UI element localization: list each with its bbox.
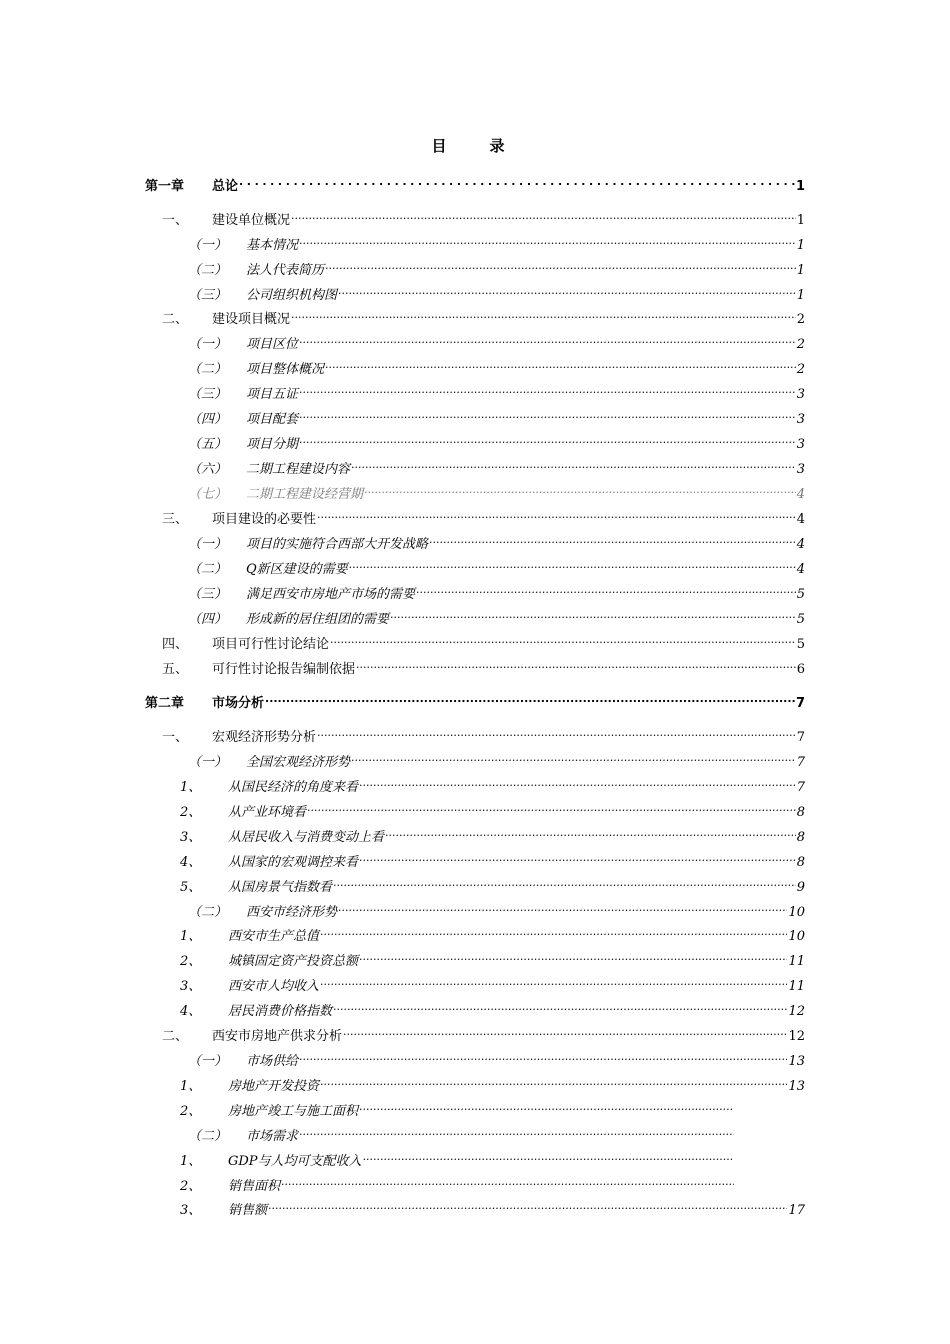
- toc-entry-page: 4: [796, 562, 805, 577]
- toc-entry[interactable]: [162, 1022, 805, 1044]
- toc-entry-number: （一）: [188, 337, 228, 352]
- toc-leader-dots: [320, 972, 787, 990]
- toc-leader-dots: [299, 330, 796, 348]
- toc-entry-number: 五、: [162, 662, 189, 677]
- toc-entry-page: 4: [796, 487, 805, 502]
- toc-leader-dots: [390, 605, 796, 623]
- toc-leader-dots: [325, 355, 796, 373]
- toc-entry-page: 4: [796, 537, 805, 552]
- toc-entry-page: 1: [796, 263, 805, 278]
- toc-entry[interactable]: [180, 1072, 805, 1094]
- toc-entry-number: （二）: [188, 905, 228, 920]
- toc-entry[interactable]: [145, 172, 805, 194]
- toc-entry-page: 3: [796, 437, 805, 452]
- toc-entry[interactable]: [162, 505, 805, 527]
- toc-entry[interactable]: [188, 480, 805, 502]
- toc-leader-dots: [299, 380, 796, 398]
- toc-entry-number: 第二章: [145, 696, 185, 711]
- toc-entry-number: 二、: [162, 312, 189, 327]
- toc-entry-page: 8: [796, 855, 805, 870]
- toc-entry-text: 项目的实施符合西部大开发战略: [246, 537, 429, 552]
- toc-entry-text: 项目可行性讨论结论: [212, 637, 330, 652]
- toc-entry-page: 12: [788, 1004, 805, 1019]
- toc-entry-text: 从国房景气指数看: [228, 880, 333, 895]
- toc-entry-page: 13: [788, 1079, 805, 1094]
- toc-entry-page: 2: [796, 362, 805, 377]
- toc-entry-text: 项目配套: [246, 412, 299, 427]
- toc-entry[interactable]: [188, 1122, 735, 1144]
- toc-leader-dots: [299, 405, 796, 423]
- toc-entry[interactable]: [180, 1196, 805, 1218]
- toc-entry-text: 市场需求: [246, 1129, 299, 1144]
- toc-entry-page: 17: [788, 1203, 805, 1218]
- toc-entry[interactable]: [162, 630, 805, 652]
- toc-entry-number: 1、: [180, 780, 202, 795]
- toc-entry-text: 西安市经济形势: [246, 905, 338, 920]
- toc-entry-page: 9: [796, 880, 805, 895]
- toc-entry[interactable]: [188, 330, 805, 352]
- toc-entry-text: Q新区建设的需要: [246, 562, 348, 577]
- toc-entry-text: 项目整体概况: [246, 362, 325, 377]
- toc-entry-page: 3: [796, 462, 805, 477]
- toc-entry-page: 11: [788, 954, 805, 969]
- toc-entry-text: 销售额: [228, 1203, 268, 1218]
- toc-leader-dots: [359, 947, 787, 965]
- toc-entry[interactable]: [180, 873, 805, 895]
- toc-leader-dots: [359, 848, 796, 866]
- toc-entry-page: 7: [796, 755, 805, 770]
- toc-entry-text: 城镇固定资产投资总额: [228, 954, 359, 969]
- toc-entry-text: 市场供给: [246, 1054, 299, 1069]
- toc-entry[interactable]: [188, 455, 805, 477]
- toc-leader-dots: [268, 1196, 787, 1214]
- toc-entry-number: 二、: [162, 1029, 189, 1044]
- toc-leader-dots: [325, 256, 796, 274]
- toc-entry-number: 3、: [180, 830, 202, 845]
- toc-entry-text: 项目区位: [246, 337, 299, 352]
- toc-entry-page: 11: [788, 979, 805, 994]
- toc-entry[interactable]: [180, 823, 805, 845]
- toc-leader-dots: [359, 1097, 734, 1115]
- toc-leader-dots: [317, 723, 796, 741]
- toc-leader-dots: [349, 555, 796, 573]
- toc-entry-page: 3: [796, 387, 805, 402]
- toc-entry-page: 7: [795, 696, 805, 711]
- toc-entry-number: （一）: [188, 238, 228, 253]
- toc-entry-page: 3: [796, 412, 805, 427]
- toc-entry-page: 2: [796, 312, 805, 327]
- toc-entry[interactable]: [162, 655, 805, 677]
- toc-entry-number: 4、: [180, 855, 202, 870]
- toc-entry-number: 第一章: [145, 179, 185, 194]
- toc-entry[interactable]: [188, 405, 805, 427]
- toc-leader-dots: [281, 1172, 734, 1190]
- toc-leader-dots: [265, 689, 795, 707]
- toc-entry-text: 市场分析: [212, 696, 265, 711]
- toc-leader-dots: [364, 480, 796, 498]
- toc-entry-text: 满足西安市房地产市场的需要: [246, 587, 416, 602]
- toc-entry-page: 13: [788, 1054, 805, 1069]
- toc-entry-text: 可行性讨论报告编制依据: [212, 662, 356, 677]
- toc-entry-page: 8: [796, 830, 805, 845]
- toc-entry-number: 5、: [180, 880, 202, 895]
- toc-entry[interactable]: [188, 355, 805, 377]
- toc-entry[interactable]: [188, 748, 805, 770]
- toc-entry-page: 1: [795, 179, 805, 194]
- toc-leader-dots: [338, 898, 787, 916]
- toc-entry-number: 3、: [180, 1203, 202, 1218]
- toc-entry-number: 三、: [162, 512, 189, 527]
- toc-entry-page: 4: [796, 512, 805, 527]
- toc-entry[interactable]: [180, 848, 805, 870]
- toc-leader-dots: [351, 455, 796, 473]
- toc-entry[interactable]: [188, 256, 805, 278]
- toc-entry-number: 一、: [162, 730, 189, 745]
- toc-entry-number: 3、: [180, 979, 202, 994]
- toc-entry-number: 一、: [162, 213, 189, 228]
- toc-entry-text: 销售面积: [228, 1179, 281, 1194]
- toc-entry[interactable]: [188, 555, 805, 577]
- toc-entry[interactable]: [180, 1147, 733, 1169]
- toc-entry-text: 西安市房地产供求分析: [212, 1029, 343, 1044]
- toc-entry[interactable]: [162, 206, 805, 228]
- toc-leader-dots: [416, 580, 796, 598]
- toc-title: 目 录: [431, 137, 519, 155]
- toc-leader-dots: [356, 655, 796, 673]
- toc-entry[interactable]: [188, 380, 805, 402]
- toc-entry-number: （二）: [188, 1129, 228, 1144]
- toc-entry[interactable]: [145, 689, 805, 711]
- toc-entry-text: 从国家的宏观调控来看: [228, 855, 359, 870]
- toc-entry-text: 建设单位概况: [212, 213, 291, 228]
- toc-entry[interactable]: [180, 922, 805, 944]
- toc-entry-text: 房地产竣工与施工面积: [228, 1104, 359, 1119]
- toc-entry[interactable]: [180, 1097, 735, 1119]
- toc-entry-page: 5: [796, 637, 805, 652]
- toc-leader-dots: [299, 1047, 787, 1065]
- toc-entry-page: 10: [788, 929, 805, 944]
- toc-entry-text: 宏观经济形势分析: [212, 730, 317, 745]
- toc-entry[interactable]: [188, 281, 805, 303]
- toc-entry[interactable]: [188, 580, 805, 602]
- toc-leader-dots: [343, 1022, 787, 1040]
- toc-entry[interactable]: [180, 947, 805, 969]
- toc-leader-dots: [299, 1122, 734, 1140]
- toc-entry-page: 1: [796, 238, 805, 253]
- toc-entry-number: （三）: [188, 587, 228, 602]
- toc-leader-dots: [429, 530, 796, 548]
- toc-entry-number: 2、: [180, 1104, 202, 1119]
- toc-leader-dots: [351, 748, 796, 766]
- toc-entry-number: 1、: [180, 1154, 202, 1169]
- toc-entry-page: 12: [788, 1029, 805, 1044]
- toc-entry-text: 建设项目概况: [212, 312, 291, 327]
- toc-entry-number: （四）: [188, 412, 228, 427]
- toc-entry-text: 基本情况: [246, 238, 299, 253]
- toc-entry-number: （五）: [188, 437, 228, 452]
- toc-entry-text: 二期工程建设内容: [246, 462, 351, 477]
- toc-entry[interactable]: [180, 773, 805, 795]
- toc-entry-number: 1、: [180, 929, 202, 944]
- toc-entry-page: 7: [796, 730, 805, 745]
- toc-entry-text: 居民消费价格指数: [228, 1004, 333, 1019]
- toc-leader-dots: [330, 630, 796, 648]
- toc-entry-page: 10: [788, 905, 805, 920]
- toc-entry-page: 7: [796, 780, 805, 795]
- toc-entry-text: 全国宏观经济形势: [246, 755, 351, 770]
- toc-leader-dots: [299, 430, 796, 448]
- toc-entry-number: 2、: [180, 954, 202, 969]
- toc-entry-number: （一）: [188, 1054, 228, 1069]
- toc-entry-page: 1: [796, 288, 805, 303]
- toc-entry-number: 4、: [180, 1004, 202, 1019]
- toc-leader-dots: [320, 1072, 787, 1090]
- toc-entry-text: 项目分期: [246, 437, 299, 452]
- toc-entry[interactable]: [188, 231, 805, 253]
- toc-entry-number: （三）: [188, 288, 228, 303]
- toc-entry-text: 二期工程建设经营期: [246, 487, 364, 502]
- toc-entry[interactable]: [162, 723, 805, 745]
- toc-entry-number: 四、: [162, 637, 189, 652]
- toc-entry[interactable]: [180, 972, 805, 994]
- toc-leader-dots: [299, 231, 796, 249]
- toc-entry-page: 5: [796, 612, 805, 627]
- toc-entry-number: 2、: [180, 805, 202, 820]
- toc-leader-dots: [385, 823, 796, 841]
- toc-leader-dots: [338, 281, 796, 299]
- toc-leader-dots: [320, 922, 787, 940]
- toc-leader-dots: [333, 873, 796, 891]
- toc-leader-dots: [307, 798, 796, 816]
- toc-entry[interactable]: [180, 1172, 735, 1194]
- toc-entry-text: 公司组织机构图: [246, 288, 338, 303]
- toc-entry[interactable]: [188, 530, 805, 552]
- toc-entry-number: （二）: [188, 263, 228, 278]
- toc-entry-text: 总论: [212, 179, 239, 194]
- toc-entry-text: 法人代表简历: [246, 263, 325, 278]
- toc-entry[interactable]: [162, 305, 805, 327]
- toc-entry[interactable]: [188, 1047, 805, 1069]
- toc-leader-dots: [333, 997, 787, 1015]
- toc-entry-page: 6: [796, 662, 805, 677]
- toc-leader-dots: [317, 505, 796, 523]
- toc-entry-text: 从国民经济的角度来看: [228, 780, 359, 795]
- toc-entry-text: 西安市生产总值: [228, 929, 320, 944]
- toc-entry-number: （二）: [188, 362, 228, 377]
- toc-entry-text: 从居民收入与消费变动上看: [228, 830, 385, 845]
- toc-entry-page: 2: [796, 337, 805, 352]
- toc-entry-number: （七）: [188, 487, 228, 502]
- toc-entry[interactable]: [188, 605, 805, 627]
- toc-entry[interactable]: [180, 997, 805, 1019]
- toc-entry-text: 从产业环境看: [228, 805, 307, 820]
- toc-entry[interactable]: [188, 430, 805, 452]
- toc-entry[interactable]: [188, 898, 805, 920]
- toc-leader-dots: [239, 172, 795, 190]
- toc-entry-number: （一）: [188, 537, 228, 552]
- toc-entry-number: （二）: [188, 562, 228, 577]
- toc-entry-number: （一）: [188, 755, 228, 770]
- toc-entry-text: 形成新的居住组团的需要: [246, 612, 390, 627]
- toc-entry-number: 2、: [180, 1179, 202, 1194]
- toc-leader-dots: [359, 773, 796, 791]
- toc-entry-number: （四）: [188, 612, 228, 627]
- toc-leader-dots: [291, 305, 796, 323]
- toc-leader-dots: [291, 206, 796, 224]
- toc-entry-number: （三）: [188, 387, 228, 402]
- toc-entry-page: 5: [796, 587, 805, 602]
- toc-entry-number: 1、: [180, 1079, 202, 1094]
- toc-entry-text: 项目建设的必要性: [212, 512, 317, 527]
- toc-entry-number: （六）: [188, 462, 228, 477]
- toc-entry-text: 房地产开发投资: [228, 1079, 320, 1094]
- toc-entry-text: 项目五证: [246, 387, 299, 402]
- toc-entry-page: 8: [796, 805, 805, 820]
- toc-entry-page: 1: [796, 213, 805, 228]
- toc-entry-text: 西安市人均收入: [228, 979, 320, 994]
- toc-entry[interactable]: [180, 798, 805, 820]
- toc-leader-dots: [363, 1147, 732, 1165]
- toc-entry-text: GDP与人均可支配收入: [228, 1154, 362, 1169]
